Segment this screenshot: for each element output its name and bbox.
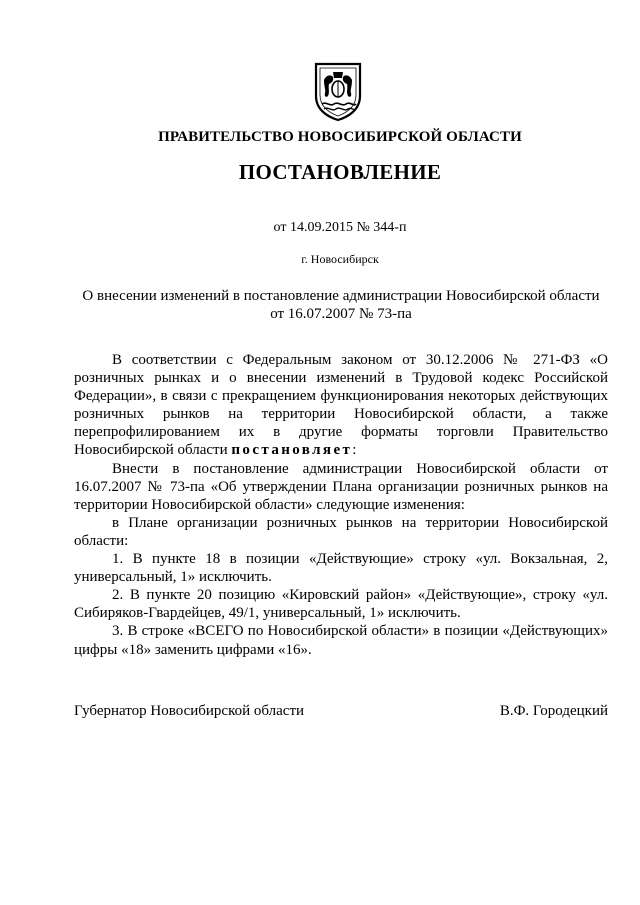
paragraph-plan-intro: в Плане организации розничных рынков на территории Новосибирской области: [74, 514, 608, 549]
organization-name: ПРАВИТЕЛЬСТВО НОВОСИБИРСКОЙ ОБЛАСТИ [158, 129, 522, 145]
paragraph-amendment-intro: Внести в постановление администрации Новосибирской области от 16.07.2007 № 73-па «Об утверждении Плана организации розничных рынков на территории Новосибирской области» следующие изменения: [74, 460, 608, 513]
document-subject [74, 287, 608, 323]
city-line: г. Новосибирск [301, 252, 379, 266]
paragraph-preamble [74, 351, 608, 460]
subject-line-1: О внесении изменений в постановление администрации Новосибирской области [82, 288, 600, 304]
paragraph-item-3: 3. В строке «ВСЕГО по Новосибирской области» в позиции «Действующих» цифры «18» заменить цифрами «16». [74, 623, 608, 658]
preamble-tail: : [352, 442, 357, 459]
document-body [74, 351, 608, 659]
document-date-number: от 14.09.2015 № 344-п [273, 220, 407, 235]
novosibirsk-coat-of-arms-icon [312, 60, 364, 122]
document-type-title: ПОСТАНОВЛЕНИЕ [238, 160, 442, 184]
paragraph-item-2: 2. В пункте 20 позицию «Кировский район» «Действующие», строку «ул. Сибиряков-Гвардейцев, 49/1, универсальный, 1» исключить. [74, 587, 608, 622]
signatory-name: В.Ф. Городецкий [499, 703, 608, 719]
decree-verb: постановляет [231, 442, 353, 459]
preamble-text: В соответствии с Федеральным законом от 30.12.2006 № 271-ФЗ «О розничных рынках и о внесении изменений в Трудовой кодекс Российской Федерации», в связи с прекращением функционирования некоторых действующих розничных рынков на территории Новосибирской области, а также перепрофилированием их в другие форматы торговли Правительство Новосибирской области [74, 352, 608, 459]
signatory-position: Губернатор Новосибирской области [74, 703, 305, 719]
paragraph-item-1: 1. В пункте 18 в позиции «Действующие» строку «ул. Вокзальная, 2, универсальный, 1» исключить. [74, 551, 608, 586]
subject-line-2: от 16.07.2007 № 73-па [270, 306, 412, 322]
